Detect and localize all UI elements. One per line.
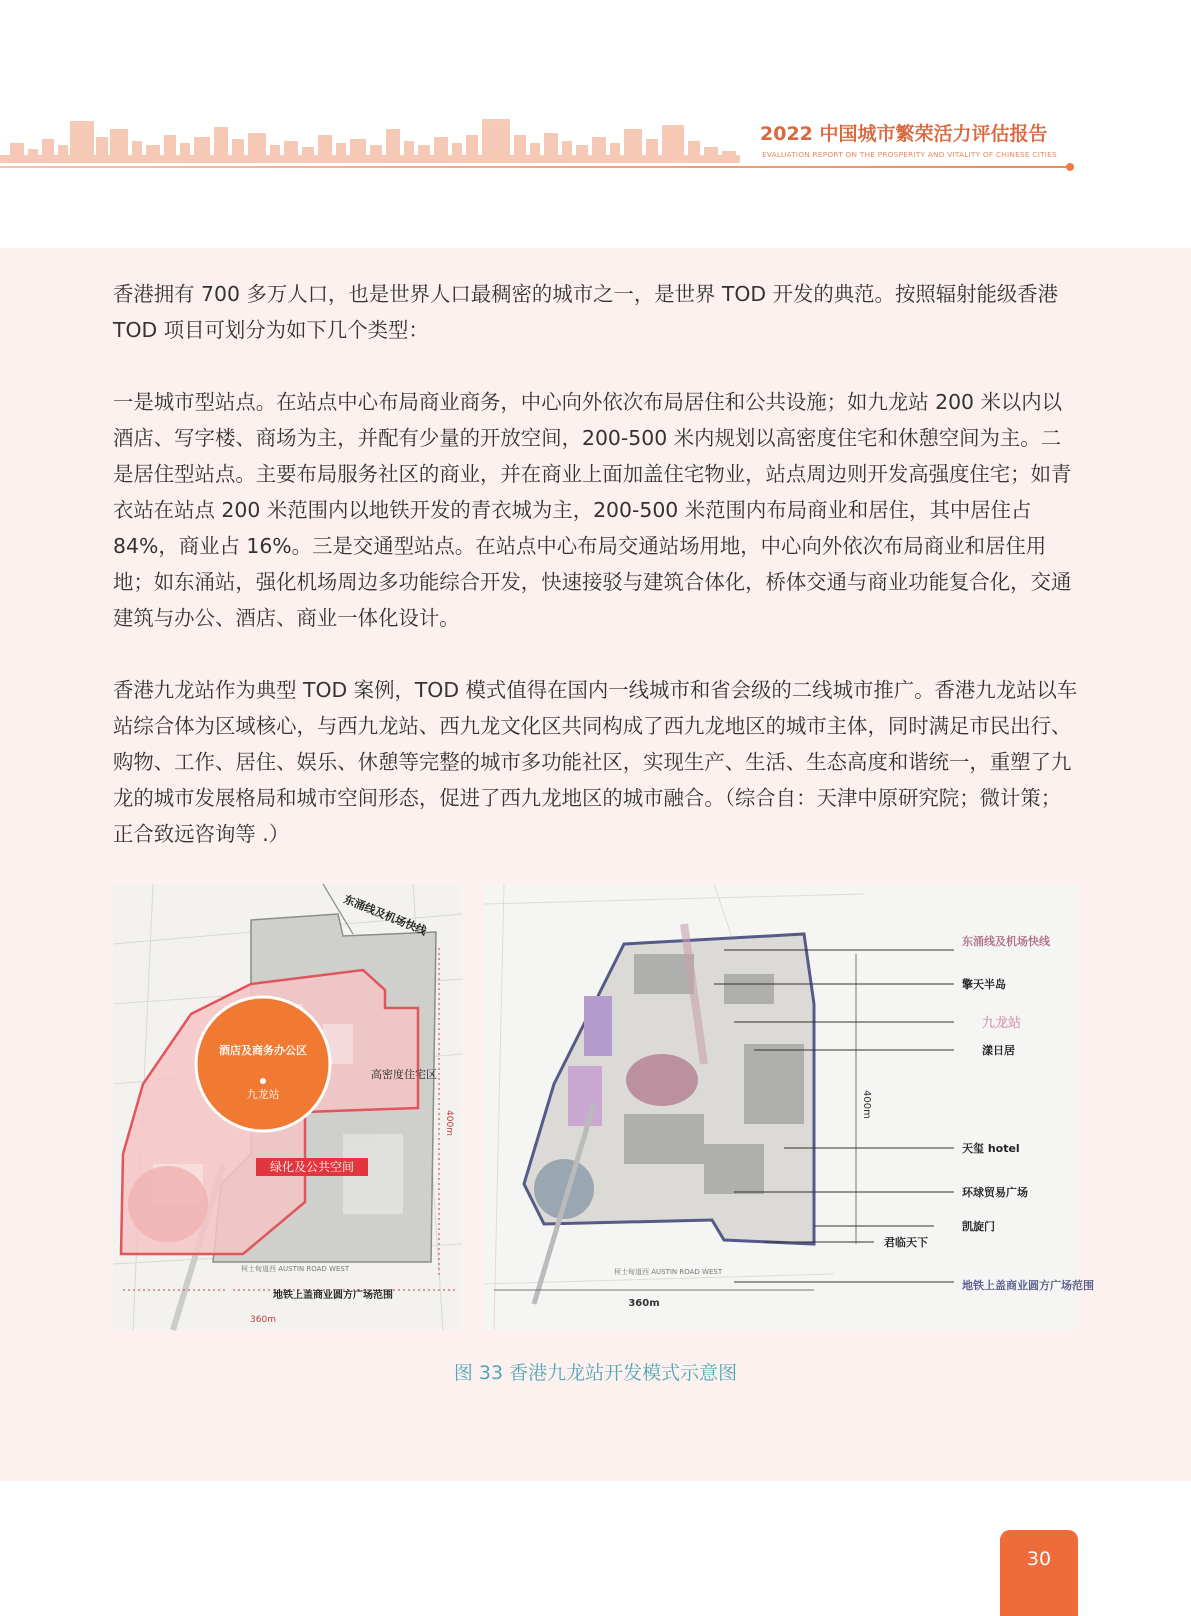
sorrento-label: 漾日居 (982, 1044, 1015, 1057)
station-label: 九龙站 (246, 1088, 280, 1101)
paragraph-intro: 香港拥有 700 多万人口，也是世界人口最稠密的城市之一，是世界 TOD 开发的典范。按照辐射能级香港 TOD 项目可划分为如下几个类型： (113, 282, 1059, 342)
hotel-label: 天玺 hotel (962, 1142, 1020, 1155)
width-dimension: 360m (628, 1298, 660, 1309)
header-rule-dot (1066, 163, 1074, 171)
jun-label: 君临天下 (884, 1236, 928, 1249)
range-label: 地铁上盖商业圆方广场范围 (273, 1290, 393, 1301)
road-label: 柯士甸道西 AUSTIN ROAD WEST (614, 1268, 723, 1276)
report-title: 2022 中国城市繁荣活力评估报告 (760, 123, 1048, 145)
paragraph-kowloon: 香港九龙站作为典型 TOD 案例，TOD 模式值得在国内一线城市和省会级的二线城市推广。香港九龙站以车站综合体为区域核心，与西九龙站、西九龙文化区共同构成了西九龙地区的城市主体，同时满足市民出行、购物、工作、居住、娱乐、休憩等完整的城市多功能社区，实现生产、生活、生态高度和谐统一，重塑了九龙的城市发展格局和城市空间形态，促进了西九龙地区的城市融合。（综合自：天津中原研究院；微计策；正合致远咨询等 .） (113, 678, 1078, 846)
line-label: 东涌线及机场快线 (962, 935, 1050, 948)
height-dimension: 400m (444, 1110, 454, 1136)
road-label: 柯士甸道西 AUSTIN ROAD WEST (241, 1265, 350, 1273)
sky-label: 擎天半岛 (962, 978, 1006, 991)
height-dimension: 400m (861, 1090, 872, 1119)
page-number: 30 (1026, 1548, 1052, 1570)
station-label: 九龙站 (982, 1016, 1022, 1031)
business-zone-label: 酒店及商务办公区 (219, 1044, 307, 1057)
width-dimension: 360m (250, 1315, 276, 1325)
green-space-label: 绿化及公共空间 (269, 1160, 355, 1174)
page-header (0, 0, 1191, 180)
page-number-tab (1000, 1530, 1078, 1616)
report-subtitle: EVALUATION REPORT ON THE PROSPERITY AND VITALITY OF CHINESE CITIES (762, 150, 1057, 159)
figure-right-map (484, 884, 1094, 1330)
arch-label: 凯旋门 (962, 1220, 995, 1233)
mall-range-label: 地铁上盖商业圆方广场范围 (962, 1279, 1094, 1292)
skyline-decoration (0, 115, 740, 171)
figure-left-map (113, 884, 462, 1330)
header-rule (0, 166, 1072, 168)
icc-label: 环球贸易广场 (962, 1186, 1028, 1199)
body-text (113, 276, 1079, 852)
line-label: 东涌线及机场快线 (341, 892, 429, 938)
paragraph-types: 一是城市型站点。在站点中心布局商业商务，中心向外依次布局居住和公共设施；如九龙站 200 米以内以酒店、写字楼、商场为主，并配有少量的开放空间，200-500 米内规划以高密度住宅和休憩空间为主。二是居住型站点。主要布局服务社区的商业，并在商业上面加盖住宅物业，站点周边则开发高强度住宅；如青衣站在站点 200 米范围内以地铁开发的青衣城为主，200-500 米范围内布局商业和居住，其中居住占 84%，商业占 16%。三是交通型站点。在站点中心布局交通站场用地，中心向外依次布局商业和居住用地；如东涌站，强化机场周边多功能综合开发，快速接驳与建筑合体化，桥体交通与商业功能复合化，交通建筑与办公、酒店、商业一体化设计。 (113, 390, 1072, 630)
figure-caption: 图 33 香港九龙站开发模式示意图 (453, 1362, 738, 1384)
residential-label: 高密度住宅区 (371, 1068, 437, 1081)
